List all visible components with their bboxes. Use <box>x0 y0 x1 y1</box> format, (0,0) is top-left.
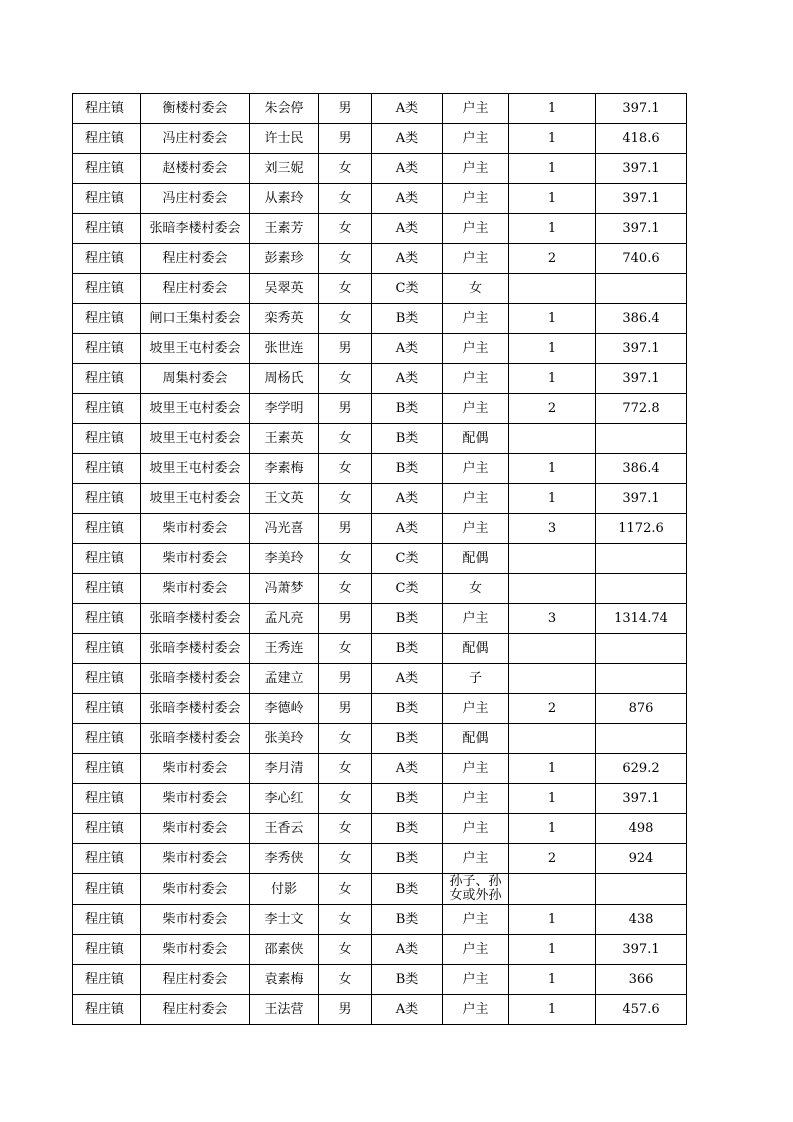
name-cell: 张美玲 <box>250 724 319 754</box>
relation-cell: 户主 <box>443 394 509 424</box>
category-cell: C类 <box>372 274 443 304</box>
category-cell: B类 <box>372 844 443 874</box>
household-size-cell: 1 <box>509 905 596 935</box>
household-size-cell: 1 <box>509 214 596 244</box>
gender-cell: 女 <box>319 364 372 394</box>
town-cell: 程庄镇 <box>73 544 141 574</box>
village-committee-cell: 坡里王屯村委会 <box>141 454 250 484</box>
table-row <box>73 844 687 874</box>
name-cell: 吴翠英 <box>250 274 319 304</box>
table-row <box>73 454 687 484</box>
category-cell: B类 <box>372 304 443 334</box>
village-committee-cell: 柴市村委会 <box>141 844 250 874</box>
table-row <box>73 124 687 154</box>
household-size-cell: 1 <box>509 154 596 184</box>
household-size-cell: 1 <box>509 334 596 364</box>
gender-cell: 女 <box>319 304 372 334</box>
amount-cell: 397.1 <box>596 935 687 965</box>
table-row <box>73 784 687 814</box>
village-committee-cell: 柴市村委会 <box>141 754 250 784</box>
village-committee-cell: 张暗李楼村委会 <box>141 604 250 634</box>
category-cell: B类 <box>372 814 443 844</box>
table-row <box>73 514 687 544</box>
amount-cell: 876 <box>596 694 687 724</box>
name-cell: 周杨氏 <box>250 364 319 394</box>
table-row <box>73 484 687 514</box>
village-committee-cell: 闸口王集村委会 <box>141 304 250 334</box>
village-committee-cell: 赵楼村委会 <box>141 154 250 184</box>
category-cell: A类 <box>372 664 443 694</box>
village-committee-cell: 坡里王屯村委会 <box>141 484 250 514</box>
amount-cell <box>596 274 687 304</box>
gender-cell: 女 <box>319 874 372 905</box>
amount-cell: 740.6 <box>596 244 687 274</box>
village-committee-cell: 张暗李楼村委会 <box>141 664 250 694</box>
name-cell: 刘三妮 <box>250 154 319 184</box>
amount-cell: 397.1 <box>596 334 687 364</box>
relation-cell: 配偶 <box>443 634 509 664</box>
village-committee-cell: 衡楼村委会 <box>141 94 250 124</box>
town-cell: 程庄镇 <box>73 304 141 334</box>
gender-cell: 男 <box>319 664 372 694</box>
gender-cell: 女 <box>319 965 372 995</box>
amount-cell: 397.1 <box>596 784 687 814</box>
amount-cell <box>596 664 687 694</box>
town-cell: 程庄镇 <box>73 664 141 694</box>
name-cell: 李秀侠 <box>250 844 319 874</box>
household-size-cell: 3 <box>509 604 596 634</box>
town-cell: 程庄镇 <box>73 935 141 965</box>
gender-cell: 男 <box>319 334 372 364</box>
category-cell: C类 <box>372 574 443 604</box>
table-body <box>73 94 687 1025</box>
gender-cell: 女 <box>319 724 372 754</box>
gender-cell: 男 <box>319 694 372 724</box>
village-committee-cell: 柴市村委会 <box>141 574 250 604</box>
relation-cell: 户主 <box>443 184 509 214</box>
table-row <box>73 424 687 454</box>
town-cell: 程庄镇 <box>73 844 141 874</box>
gender-cell: 男 <box>319 514 372 544</box>
household-size-cell: 2 <box>509 244 596 274</box>
gender-cell: 女 <box>319 905 372 935</box>
amount-cell: 418.6 <box>596 124 687 154</box>
town-cell: 程庄镇 <box>73 514 141 544</box>
household-size-cell: 1 <box>509 995 596 1025</box>
category-cell: A类 <box>372 935 443 965</box>
amount-cell: 438 <box>596 905 687 935</box>
household-size-cell <box>509 544 596 574</box>
category-cell: B类 <box>372 634 443 664</box>
village-committee-cell: 冯庄村委会 <box>141 124 250 154</box>
village-committee-cell: 柴市村委会 <box>141 544 250 574</box>
relation-cell: 户主 <box>443 364 509 394</box>
category-cell: A类 <box>372 154 443 184</box>
relation-cell: 户主 <box>443 514 509 544</box>
amount-cell <box>596 544 687 574</box>
relation-cell: 户主 <box>443 454 509 484</box>
table-row <box>73 754 687 784</box>
name-cell: 从素玲 <box>250 184 319 214</box>
relation-cell: 户主 <box>443 784 509 814</box>
town-cell: 程庄镇 <box>73 604 141 634</box>
relation-cell: 户主 <box>443 604 509 634</box>
amount-cell <box>596 634 687 664</box>
category-cell: A类 <box>372 754 443 784</box>
town-cell: 程庄镇 <box>73 634 141 664</box>
town-cell: 程庄镇 <box>73 184 141 214</box>
relation-cell: 户主 <box>443 965 509 995</box>
town-cell: 程庄镇 <box>73 454 141 484</box>
relation-cell: 配偶 <box>443 724 509 754</box>
town-cell: 程庄镇 <box>73 965 141 995</box>
gender-cell: 女 <box>319 154 372 184</box>
relation-cell: 户主 <box>443 94 509 124</box>
category-cell: A类 <box>372 484 443 514</box>
town-cell: 程庄镇 <box>73 874 141 905</box>
household-size-cell <box>509 724 596 754</box>
name-cell: 王香云 <box>250 814 319 844</box>
town-cell: 程庄镇 <box>73 484 141 514</box>
data-table <box>72 93 687 1025</box>
town-cell: 程庄镇 <box>73 364 141 394</box>
village-committee-cell: 柴市村委会 <box>141 514 250 544</box>
category-cell: B类 <box>372 905 443 935</box>
amount-cell <box>596 724 687 754</box>
name-cell: 孟凡亮 <box>250 604 319 634</box>
category-cell: A类 <box>372 364 443 394</box>
relation-cell: 户主 <box>443 154 509 184</box>
household-size-cell <box>509 574 596 604</box>
town-cell: 程庄镇 <box>73 574 141 604</box>
table-row <box>73 604 687 634</box>
category-cell: A类 <box>372 244 443 274</box>
amount-cell: 386.4 <box>596 454 687 484</box>
gender-cell: 男 <box>319 394 372 424</box>
town-cell: 程庄镇 <box>73 394 141 424</box>
gender-cell: 女 <box>319 184 372 214</box>
category-cell: A类 <box>372 334 443 364</box>
table-row <box>73 214 687 244</box>
table-row <box>73 274 687 304</box>
category-cell: A类 <box>372 94 443 124</box>
amount-cell: 386.4 <box>596 304 687 334</box>
village-committee-cell: 程庄村委会 <box>141 995 250 1025</box>
relation-cell: 户主 <box>443 995 509 1025</box>
relation-cell: 子 <box>443 664 509 694</box>
category-cell: B类 <box>372 394 443 424</box>
amount-cell: 397.1 <box>596 214 687 244</box>
household-size-cell <box>509 664 596 694</box>
gender-cell: 女 <box>319 214 372 244</box>
name-cell: 王文英 <box>250 484 319 514</box>
name-cell: 李美玲 <box>250 544 319 574</box>
gender-cell: 女 <box>319 935 372 965</box>
gender-cell: 男 <box>319 604 372 634</box>
relation-cell: 户主 <box>443 754 509 784</box>
amount-cell: 397.1 <box>596 184 687 214</box>
category-cell: B类 <box>372 784 443 814</box>
relation-cell: 户主 <box>443 844 509 874</box>
amount-cell: 1172.6 <box>596 514 687 544</box>
name-cell: 李学明 <box>250 394 319 424</box>
name-cell: 冯萧梦 <box>250 574 319 604</box>
gender-cell: 女 <box>319 244 372 274</box>
gender-cell: 男 <box>319 995 372 1025</box>
household-size-cell <box>509 874 596 905</box>
town-cell: 程庄镇 <box>73 94 141 124</box>
town-cell: 程庄镇 <box>73 274 141 304</box>
town-cell: 程庄镇 <box>73 724 141 754</box>
village-committee-cell: 程庄村委会 <box>141 965 250 995</box>
amount-cell: 366 <box>596 965 687 995</box>
relation-cell: 户主 <box>443 484 509 514</box>
category-cell: B类 <box>372 965 443 995</box>
category-cell: B类 <box>372 604 443 634</box>
table-row <box>73 394 687 424</box>
name-cell: 李士文 <box>250 905 319 935</box>
name-cell: 付影 <box>250 874 319 905</box>
town-cell: 程庄镇 <box>73 334 141 364</box>
table-row <box>73 814 687 844</box>
gender-cell: 女 <box>319 544 372 574</box>
table-row <box>73 634 687 664</box>
name-cell: 栾秀英 <box>250 304 319 334</box>
household-size-cell: 1 <box>509 754 596 784</box>
name-cell: 孟建立 <box>250 664 319 694</box>
amount-cell: 1314.74 <box>596 604 687 634</box>
gender-cell: 女 <box>319 844 372 874</box>
village-committee-cell: 程庄村委会 <box>141 274 250 304</box>
table-row <box>73 304 687 334</box>
name-cell: 冯光喜 <box>250 514 319 544</box>
name-cell: 张世连 <box>250 334 319 364</box>
gender-cell: 女 <box>319 634 372 664</box>
gender-cell: 女 <box>319 784 372 814</box>
town-cell: 程庄镇 <box>73 995 141 1025</box>
gender-cell: 女 <box>319 754 372 784</box>
amount-cell: 924 <box>596 844 687 874</box>
category-cell: B类 <box>372 694 443 724</box>
table-row <box>73 334 687 364</box>
relation-cell: 户主 <box>443 694 509 724</box>
category-cell: A类 <box>372 214 443 244</box>
village-committee-cell: 柴市村委会 <box>141 814 250 844</box>
relation-cell: 配偶 <box>443 544 509 574</box>
relation-cell: 户主 <box>443 814 509 844</box>
table-row <box>73 965 687 995</box>
town-cell: 程庄镇 <box>73 814 141 844</box>
category-cell: B类 <box>372 454 443 484</box>
relation-cell: 户主 <box>443 905 509 935</box>
table-row <box>73 544 687 574</box>
name-cell: 李心红 <box>250 784 319 814</box>
village-committee-cell: 张暗李楼村委会 <box>141 634 250 664</box>
relation-cell: 女 <box>443 274 509 304</box>
table-row <box>73 94 687 124</box>
name-cell: 李德岭 <box>250 694 319 724</box>
amount-cell <box>596 874 687 905</box>
category-cell: C类 <box>372 544 443 574</box>
household-size-cell <box>509 634 596 664</box>
gender-cell: 女 <box>319 574 372 604</box>
town-cell: 程庄镇 <box>73 244 141 274</box>
relation-cell: 户主 <box>443 244 509 274</box>
name-cell: 王法营 <box>250 995 319 1025</box>
village-committee-cell: 柴市村委会 <box>141 784 250 814</box>
name-cell: 李素梅 <box>250 454 319 484</box>
town-cell: 程庄镇 <box>73 214 141 244</box>
village-committee-cell: 坡里王屯村委会 <box>141 334 250 364</box>
household-size-cell <box>509 424 596 454</box>
household-size-cell: 1 <box>509 94 596 124</box>
amount-cell <box>596 574 687 604</box>
amount-cell <box>596 424 687 454</box>
village-committee-cell: 冯庄村委会 <box>141 184 250 214</box>
household-size-cell: 1 <box>509 784 596 814</box>
amount-cell: 629.2 <box>596 754 687 784</box>
household-size-cell: 2 <box>509 394 596 424</box>
amount-cell: 397.1 <box>596 94 687 124</box>
category-cell: B类 <box>372 724 443 754</box>
table-row <box>73 364 687 394</box>
amount-cell: 397.1 <box>596 484 687 514</box>
gender-cell: 女 <box>319 274 372 304</box>
town-cell: 程庄镇 <box>73 784 141 814</box>
household-size-cell: 3 <box>509 514 596 544</box>
amount-cell: 457.6 <box>596 995 687 1025</box>
amount-cell: 772.8 <box>596 394 687 424</box>
category-cell: B类 <box>372 874 443 905</box>
name-cell: 邵素侠 <box>250 935 319 965</box>
table-row <box>73 874 687 905</box>
household-size-cell: 1 <box>509 124 596 154</box>
table-row <box>73 574 687 604</box>
town-cell: 程庄镇 <box>73 754 141 784</box>
relation-cell: 户主 <box>443 304 509 334</box>
town-cell: 程庄镇 <box>73 154 141 184</box>
town-cell: 程庄镇 <box>73 694 141 724</box>
table-row <box>73 995 687 1025</box>
relation-cell: 孙子、孙女或外孙 <box>443 874 509 905</box>
relation-cell: 户主 <box>443 214 509 244</box>
village-committee-cell: 坡里王屯村委会 <box>141 394 250 424</box>
household-size-cell <box>509 274 596 304</box>
category-cell: A类 <box>372 184 443 214</box>
town-cell: 程庄镇 <box>73 124 141 154</box>
name-cell: 王秀连 <box>250 634 319 664</box>
amount-cell: 397.1 <box>596 364 687 394</box>
table-row <box>73 154 687 184</box>
village-committee-cell: 柴市村委会 <box>141 874 250 905</box>
household-size-cell: 1 <box>509 364 596 394</box>
town-cell: 程庄镇 <box>73 905 141 935</box>
village-committee-cell: 坡里王屯村委会 <box>141 424 250 454</box>
name-cell: 袁素梅 <box>250 965 319 995</box>
household-size-cell: 1 <box>509 454 596 484</box>
table-row <box>73 905 687 935</box>
table-row <box>73 694 687 724</box>
relation-cell: 户主 <box>443 935 509 965</box>
relation-cell: 户主 <box>443 124 509 154</box>
gender-cell: 女 <box>319 424 372 454</box>
relation-cell: 配偶 <box>443 424 509 454</box>
household-size-cell: 1 <box>509 935 596 965</box>
village-committee-cell: 张暗李楼村委会 <box>141 724 250 754</box>
name-cell: 王素英 <box>250 424 319 454</box>
amount-cell: 498 <box>596 814 687 844</box>
household-size-cell: 1 <box>509 184 596 214</box>
category-cell: A类 <box>372 995 443 1025</box>
table-row <box>73 724 687 754</box>
relation-cell: 户主 <box>443 334 509 364</box>
table-row <box>73 664 687 694</box>
name-cell: 许士民 <box>250 124 319 154</box>
category-cell: B类 <box>372 424 443 454</box>
village-committee-cell: 周集村委会 <box>141 364 250 394</box>
gender-cell: 女 <box>319 814 372 844</box>
gender-cell: 男 <box>319 94 372 124</box>
name-cell: 彭素珍 <box>250 244 319 274</box>
category-cell: A类 <box>372 514 443 544</box>
relation-cell: 女 <box>443 574 509 604</box>
name-cell: 王素芳 <box>250 214 319 244</box>
amount-cell: 397.1 <box>596 154 687 184</box>
table-row <box>73 935 687 965</box>
household-size-cell: 2 <box>509 844 596 874</box>
household-size-cell: 1 <box>509 814 596 844</box>
household-size-cell: 2 <box>509 694 596 724</box>
category-cell: A类 <box>372 124 443 154</box>
gender-cell: 女 <box>319 454 372 484</box>
gender-cell: 男 <box>319 124 372 154</box>
village-committee-cell: 张暗李楼村委会 <box>141 694 250 724</box>
table-row <box>73 184 687 214</box>
gender-cell: 女 <box>319 484 372 514</box>
name-cell: 李月清 <box>250 754 319 784</box>
name-cell: 朱会停 <box>250 94 319 124</box>
table-row <box>73 244 687 274</box>
household-size-cell: 1 <box>509 304 596 334</box>
village-committee-cell: 程庄村委会 <box>141 244 250 274</box>
town-cell: 程庄镇 <box>73 424 141 454</box>
household-size-cell: 1 <box>509 484 596 514</box>
village-committee-cell: 柴市村委会 <box>141 905 250 935</box>
village-committee-cell: 张暗李楼村委会 <box>141 214 250 244</box>
village-committee-cell: 柴市村委会 <box>141 935 250 965</box>
household-size-cell: 1 <box>509 965 596 995</box>
